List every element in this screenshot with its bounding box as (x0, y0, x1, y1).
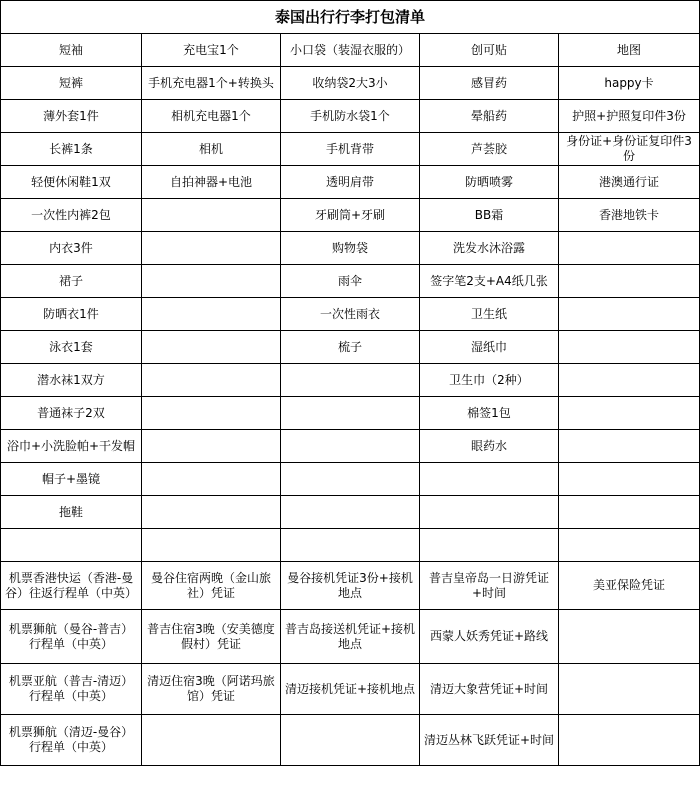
table-row (1, 715, 700, 766)
table-cell[interactable] (559, 430, 700, 463)
table-cell[interactable] (142, 715, 281, 766)
table-cell[interactable] (281, 529, 420, 562)
table-cell[interactable]: 手机防水袋1个 (281, 100, 420, 133)
table-row (1, 610, 700, 664)
table-row (1, 232, 700, 265)
table-cell[interactable]: 普吉皇帝岛一日游凭证+时间 (420, 562, 559, 610)
table-cell[interactable]: 曼谷住宿两晚（金山旅社）凭证 (142, 562, 281, 610)
table-cell[interactable] (142, 331, 281, 364)
table-cell[interactable]: 小口袋（装湿衣服的） (281, 34, 420, 67)
table-cell[interactable] (142, 298, 281, 331)
table-cell[interactable]: 洗发水沐浴露 (420, 232, 559, 265)
table-cell[interactable]: 地图 (559, 34, 700, 67)
table-cell[interactable] (142, 529, 281, 562)
table-cell[interactable] (142, 364, 281, 397)
table-cell[interactable]: 防晒喷雾 (420, 166, 559, 199)
table-cell[interactable]: 湿纸巾 (420, 331, 559, 364)
table-cell[interactable]: 手机背带 (281, 133, 420, 166)
table-row (1, 265, 700, 298)
table-cell[interactable]: 护照+护照复印件3份 (559, 100, 700, 133)
table-cell[interactable]: 眼药水 (420, 430, 559, 463)
table-cell[interactable]: 自拍神器+电池 (142, 166, 281, 199)
table-cell[interactable]: 曼谷接机凭证3份+接机地点 (281, 562, 420, 610)
table-cell[interactable] (281, 397, 420, 430)
table-cell[interactable]: happy卡 (559, 67, 700, 100)
table-cell[interactable]: 潜水袜1双方 (1, 364, 142, 397)
table-cell[interactable]: 防晒衣1件 (1, 298, 142, 331)
table-cell[interactable]: 收纳袋2大3小 (281, 67, 420, 100)
table-row (1, 430, 700, 463)
table-cell[interactable] (559, 529, 700, 562)
table-cell[interactable]: 普通袜子2双 (1, 397, 142, 430)
table-cell[interactable]: 短袖 (1, 34, 142, 67)
table-cell[interactable]: 透明肩带 (281, 166, 420, 199)
table-cell[interactable] (559, 496, 700, 529)
table-cell[interactable]: 感冒药 (420, 67, 559, 100)
table-cell[interactable]: 牙刷筒+牙刷 (281, 199, 420, 232)
table-cell[interactable] (559, 331, 700, 364)
table-cell[interactable] (281, 715, 420, 766)
table-cell[interactable] (142, 232, 281, 265)
table-cell[interactable]: 一次性雨衣 (281, 298, 420, 331)
table-cell[interactable]: 购物袋 (281, 232, 420, 265)
table-cell[interactable]: 棉签1包 (420, 397, 559, 430)
table-cell[interactable]: 身份证+身份证复印件3份 (559, 133, 700, 166)
table-cell[interactable]: 卫生巾（2种） (420, 364, 559, 397)
table-cell[interactable]: 浴巾+小洗脸帕+干发帽 (1, 430, 142, 463)
table-cell[interactable] (559, 610, 700, 664)
table-cell[interactable] (559, 298, 700, 331)
table-cell[interactable]: 相机充电器1个 (142, 100, 281, 133)
table-cell[interactable]: 帽子+墨镜 (1, 463, 142, 496)
table-cell[interactable] (281, 430, 420, 463)
table-cell[interactable] (142, 496, 281, 529)
table-row (1, 34, 700, 67)
table-cell[interactable]: 芦荟胶 (420, 133, 559, 166)
table-cell[interactable] (559, 463, 700, 496)
table-cell[interactable]: 机票狮航（清迈-曼谷）行程单（中英） (1, 715, 142, 766)
table-cell[interactable] (1, 529, 142, 562)
table-row (1, 664, 700, 715)
table-cell[interactable] (420, 496, 559, 529)
table-row (1, 331, 700, 364)
table-cell[interactable]: BB霜 (420, 199, 559, 232)
table-cell[interactable]: 长裤1条 (1, 133, 142, 166)
table-cell[interactable]: 薄外套1件 (1, 100, 142, 133)
table-cell[interactable] (559, 397, 700, 430)
table-row (1, 100, 700, 133)
table-cell[interactable] (420, 463, 559, 496)
table-cell[interactable]: 相机 (142, 133, 281, 166)
table-cell[interactable]: 西蒙人妖秀凭证+路线 (420, 610, 559, 664)
table-cell[interactable] (420, 529, 559, 562)
table-cell[interactable]: 美亚保险凭证 (559, 562, 700, 610)
table-cell[interactable]: 创可贴 (420, 34, 559, 67)
table-cell[interactable] (142, 199, 281, 232)
table-cell[interactable]: 一次性内裤2包 (1, 199, 142, 232)
table-cell[interactable] (559, 664, 700, 715)
table-row (1, 166, 700, 199)
table-row (1, 199, 700, 232)
table-cell[interactable]: 裙子 (1, 265, 142, 298)
table-cell[interactable] (142, 265, 281, 298)
table-cell[interactable] (559, 715, 700, 766)
table-row (1, 133, 700, 166)
table-cell[interactable]: 手机充电器1个+转换头 (142, 67, 281, 100)
table-cell[interactable]: 短裤 (1, 67, 142, 100)
sheet-title[interactable]: 泰国出行行李打包清单 (1, 1, 700, 34)
table-cell[interactable]: 清迈大象营凭证+时间 (420, 664, 559, 715)
table-cell[interactable]: 机票香港快运（香港-曼谷）往返行程单（中英） (1, 562, 142, 610)
table-cell[interactable]: 晕船药 (420, 100, 559, 133)
table-cell[interactable] (559, 232, 700, 265)
table-cell[interactable]: 机票狮航（曼谷-普吉）行程单（中英） (1, 610, 142, 664)
table-cell[interactable]: 拖鞋 (1, 496, 142, 529)
table-row (1, 562, 700, 610)
table-row (1, 397, 700, 430)
table-cell[interactable]: 港澳通行证 (559, 166, 700, 199)
table-cell[interactable]: 清迈住宿3晚（阿诺玛旅馆）凭证 (142, 664, 281, 715)
table-cell[interactable]: 普吉住宿3晚（安美德度假村）凭证 (142, 610, 281, 664)
table-cell[interactable]: 充电宝1个 (142, 34, 281, 67)
table-cell[interactable]: 泳衣1套 (1, 331, 142, 364)
table-cell[interactable]: 内衣3件 (1, 232, 142, 265)
table-cell[interactable]: 轻便休闲鞋1双 (1, 166, 142, 199)
table-row (1, 67, 700, 100)
table-cell[interactable]: 雨伞 (281, 265, 420, 298)
table-row (1, 529, 700, 562)
table-cell[interactable] (281, 496, 420, 529)
table-cell[interactable]: 机票亚航（普吉-清迈）行程单（中英） (1, 664, 142, 715)
checklist-body (1, 34, 700, 766)
table-cell[interactable]: 清迈丛林飞跃凭证+时间 (420, 715, 559, 766)
table-cell[interactable] (142, 397, 281, 430)
table-row (1, 364, 700, 397)
table-row (1, 298, 700, 331)
table-cell[interactable]: 清迈接机凭证+接机地点 (281, 664, 420, 715)
table-cell[interactable]: 签字笔2支+A4纸几张 (420, 265, 559, 298)
table-cell[interactable] (142, 430, 281, 463)
table-cell[interactable] (559, 265, 700, 298)
table-cell[interactable]: 普吉岛接送机凭证+接机地点 (281, 610, 420, 664)
table-cell[interactable]: 梳子 (281, 331, 420, 364)
table-cell[interactable] (281, 364, 420, 397)
table-cell[interactable] (559, 364, 700, 397)
table-cell[interactable]: 香港地铁卡 (559, 199, 700, 232)
table-cell[interactable] (281, 463, 420, 496)
table-cell[interactable] (142, 463, 281, 496)
table-row (1, 496, 700, 529)
table-row (1, 463, 700, 496)
table-cell[interactable]: 卫生纸 (420, 298, 559, 331)
